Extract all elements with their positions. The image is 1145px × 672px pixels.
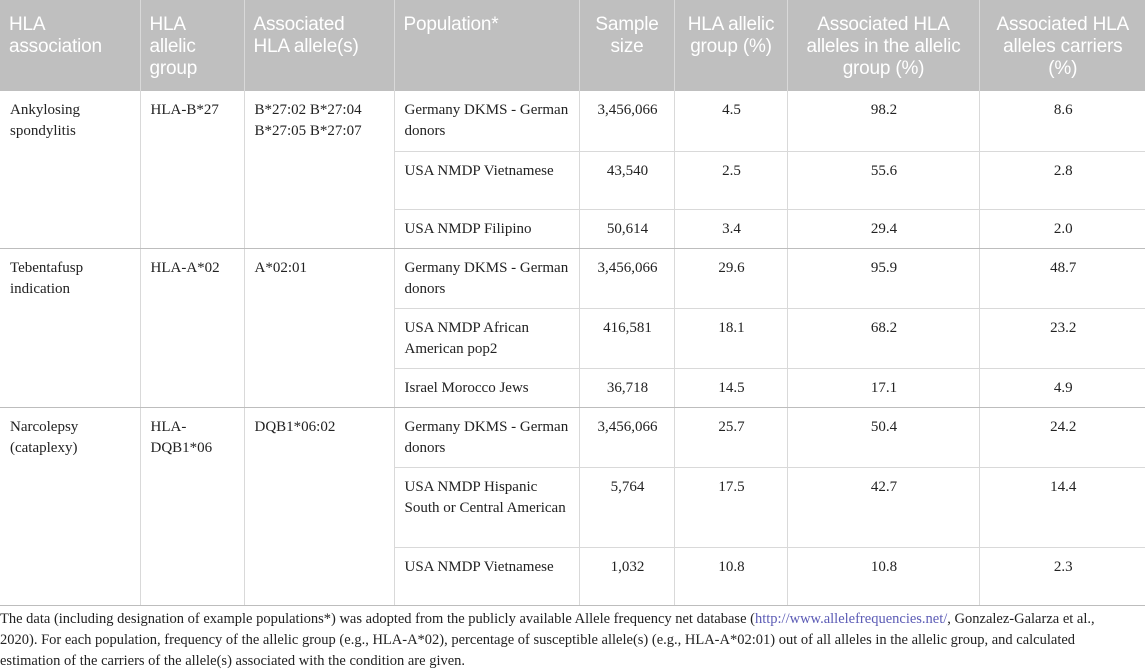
alleles-pct-cell: 55.6 <box>787 151 979 209</box>
alleles-cell: B*27:02 B*27:04 B*27:05 B*27:07 <box>244 91 394 248</box>
carriers-pct-cell: 48.7 <box>979 248 1145 308</box>
footnote-text-end: , Gonzalez-Galarza et al., 2020). For each population, frequency of the allelic group (e.g., HLA-A*02), percentage of susceptible allele(s) (e.g., HLA-A*02:01) out of all alleles in the allelic group, and calculated estimation of the carriers of the allele(s) associated with the condition are given. <box>0 611 1095 669</box>
table-row <box>0 91 1145 151</box>
population-cell: Israel Morocco Jews <box>394 368 579 407</box>
group-pct-cell: 18.1 <box>674 308 787 368</box>
table-footnote <box>0 609 1135 672</box>
group-pct-cell: 10.8 <box>674 547 787 605</box>
group-pct-cell: 29.6 <box>674 248 787 308</box>
alleles-pct-cell: 50.4 <box>787 407 979 467</box>
alleles-cell: A*02:01 <box>244 248 394 407</box>
header-sample-size: Sample size <box>579 0 674 91</box>
sample-size-cell: 3,456,066 <box>579 407 674 467</box>
carriers-pct-cell: 8.6 <box>979 91 1145 151</box>
header-population: Population* <box>394 0 579 91</box>
header-carriers-pct: Associated HLA alleles carriers (%) <box>979 0 1145 91</box>
carriers-pct-cell: 23.2 <box>979 308 1145 368</box>
sample-size-cell: 416,581 <box>579 308 674 368</box>
group-pct-cell: 14.5 <box>674 368 787 407</box>
header-allelic-group-pct: HLA allelic group (%) <box>674 0 787 91</box>
group-pct-cell: 3.4 <box>674 209 787 248</box>
header-row <box>0 0 1145 91</box>
group-pct-cell: 17.5 <box>674 467 787 547</box>
header-hla-association: HLA association <box>0 0 140 91</box>
group-pct-cell: 25.7 <box>674 407 787 467</box>
population-cell: USA NMDP Filipino <box>394 209 579 248</box>
alleles-cell: DQB1*06:02 <box>244 407 394 605</box>
sample-size-cell: 3,456,066 <box>579 248 674 308</box>
table-row <box>0 407 1145 467</box>
table-row <box>0 248 1145 308</box>
population-cell: USA NMDP African American pop2 <box>394 308 579 368</box>
alleles-pct-cell: 10.8 <box>787 547 979 605</box>
sample-size-cell: 1,032 <box>579 547 674 605</box>
association-cell: Narcolepsy (cataplexy) <box>0 407 140 605</box>
population-cell: Germany DKMS - German donors <box>394 91 579 151</box>
carriers-pct-cell: 2.3 <box>979 547 1145 605</box>
carriers-pct-cell: 2.8 <box>979 151 1145 209</box>
association-cell: Tebentafusp indication <box>0 248 140 407</box>
population-cell: USA NMDP Hispanic South or Central American <box>394 467 579 547</box>
alleles-pct-cell: 17.1 <box>787 368 979 407</box>
association-cell: Ankylosing spondylitis <box>0 91 140 248</box>
alleles-pct-cell: 68.2 <box>787 308 979 368</box>
footnote-text-start: The data (including designation of example populations*) was adopted from the publicly available Allele frequency net database ( <box>0 611 755 627</box>
alleles-pct-cell: 95.9 <box>787 248 979 308</box>
alleles-pct-cell: 98.2 <box>787 91 979 151</box>
sample-size-cell: 3,456,066 <box>579 91 674 151</box>
header-hla-allelic-group: HLA allelic group <box>140 0 244 91</box>
allelic-group-cell: HLA-A*02 <box>140 248 244 407</box>
allelic-group-cell: HLA-DQB1*06 <box>140 407 244 605</box>
population-cell: Germany DKMS - German donors <box>394 248 579 308</box>
carriers-pct-cell: 24.2 <box>979 407 1145 467</box>
header-alleles-in-group-pct: Associated HLA alleles in the allelic group (%) <box>787 0 979 91</box>
sample-size-cell: 50,614 <box>579 209 674 248</box>
sample-size-cell: 36,718 <box>579 368 674 407</box>
allelic-group-cell: HLA-B*27 <box>140 91 244 248</box>
alleles-pct-cell: 42.7 <box>787 467 979 547</box>
sample-size-cell: 5,764 <box>579 467 674 547</box>
carriers-pct-cell: 14.4 <box>979 467 1145 547</box>
population-cell: USA NMDP Vietnamese <box>394 547 579 605</box>
population-cell: USA NMDP Vietnamese <box>394 151 579 209</box>
sample-size-cell: 43,540 <box>579 151 674 209</box>
carriers-pct-cell: 4.9 <box>979 368 1145 407</box>
group-pct-cell: 2.5 <box>674 151 787 209</box>
carriers-pct-cell: 2.0 <box>979 209 1145 248</box>
header-associated-alleles: Associated HLA allele(s) <box>244 0 394 91</box>
alleles-pct-cell: 29.4 <box>787 209 979 248</box>
population-cell: Germany DKMS - German donors <box>394 407 579 467</box>
group-pct-cell: 4.5 <box>674 91 787 151</box>
allele-frequency-link[interactable]: http://www.allelefrequencies.net/ <box>754 611 948 627</box>
